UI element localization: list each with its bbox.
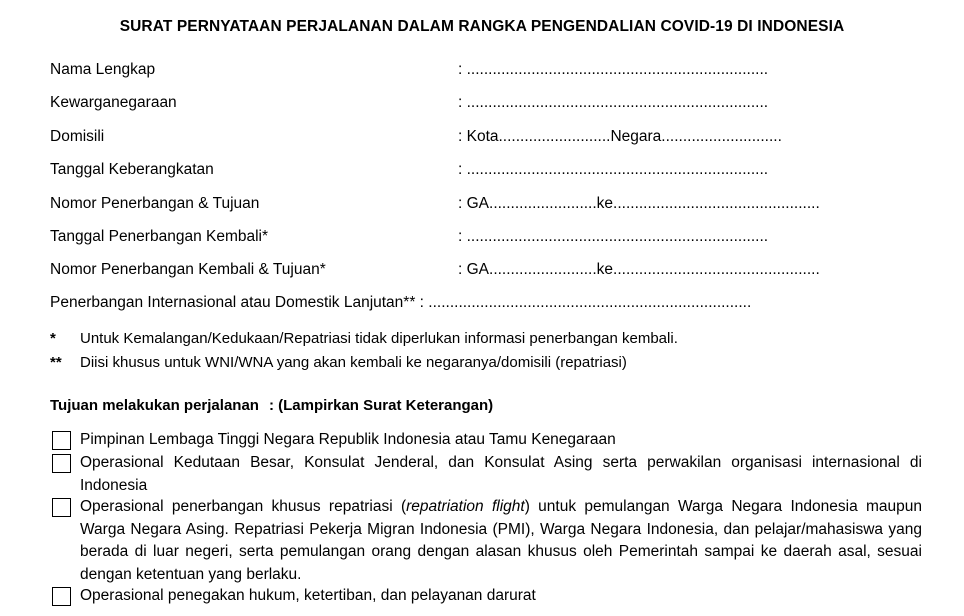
field-label: Tanggal Keberangkatan: [50, 161, 214, 178]
purpose-checkbox[interactable]: [52, 454, 71, 473]
footnote-single: [50, 330, 678, 347]
purpose-item: [52, 496, 922, 586]
field-kewarganegaraan: [50, 94, 930, 116]
field-value: : Kota..........................Negara............................: [458, 128, 782, 145]
field-label: Nama Lengkap: [50, 61, 156, 78]
field-value: : GA.........................ke................................................: [458, 261, 820, 278]
section-heading-text: Tujuan melakukan perjalanan: [50, 397, 259, 414]
section-heading: [50, 397, 493, 414]
field-domisili: [50, 128, 930, 150]
purpose-text: [80, 496, 922, 586]
purpose-text: Pimpinan Lembaga Tinggi Negara Republik Indonesia atau Tamu Kenegaraan: [80, 431, 616, 448]
field-label: Penerbangan Internasional atau Domestik Lanjutan**: [50, 294, 416, 311]
field-label: Nomor Penerbangan & Tujuan: [50, 195, 260, 212]
footnote-mark: **: [50, 354, 62, 371]
purpose-checkbox[interactable]: [52, 431, 71, 450]
field-label: Kewarganegaraan: [50, 94, 177, 111]
field-label: Nomor Penerbangan Kembali & Tujuan*: [50, 261, 326, 278]
footnote-text: Untuk Kemalangan/Kedukaan/Repatriasi tidak diperlukan informasi penerbangan kembali.: [80, 330, 678, 347]
purpose-checkbox[interactable]: [52, 587, 71, 606]
purpose-checkbox[interactable]: [52, 498, 71, 517]
field-value: : ...........................................................................: [415, 294, 752, 311]
field-nomor-penerbangan: [50, 195, 930, 217]
field-penerbangan-lanjutan: [50, 294, 751, 312]
field-nomor-penerbangan-kembali: [50, 261, 930, 283]
purpose-text-after: ) untuk pemulangan Warga Negara Indonesia maupun Warga Negara Asing. Repatriasi Pekerja Migran Indonesia (PMI), Warga Negara Indonesia, dan pelajar/mahasiswa yang berada di luar negeri, serta pemulangan orang dengan alasan khusus oleh Pemerintah sampai ke daerah asal, sesuai dengan ketentuan yang berlaku.: [80, 498, 922, 583]
field-label: Tanggal Penerbangan Kembali*: [50, 228, 269, 245]
document-title: SURAT PERNYATAAN PERJALANAN DALAM RANGKA PENGENDALIAN COVID-19 DI INDONESIA: [119, 18, 845, 35]
purpose-text: Operasional Kedutaan Besar, Konsulat Jenderal, dan Konsulat Asing serta perwakilan organisasi internasional di Indonesia: [80, 454, 922, 494]
field-label: Domisili: [50, 128, 105, 145]
purpose-item: [52, 429, 922, 452]
field-value: : ......................................................................: [458, 228, 769, 245]
purpose-text: Operasional penegakan hukum, ketertiban, dan pelayanan darurat: [80, 587, 536, 604]
purpose-item: [52, 585, 922, 608]
field-value: : ......................................................................: [458, 61, 769, 78]
purpose-text-before: Operasional penerbangan khusus repatriasi (: [80, 498, 407, 515]
field-nama-lengkap: [50, 61, 930, 83]
field-value: : ......................................................................: [458, 94, 769, 111]
purpose-text-italic: repatriation flight: [406, 498, 525, 515]
field-value: : GA.........................ke................................................: [458, 195, 820, 212]
field-value: : ......................................................................: [458, 161, 769, 178]
footnote-mark: *: [50, 330, 56, 347]
field-tanggal-kembali: [50, 228, 930, 250]
footnote-text: Diisi khusus untuk WNI/WNA yang akan kembali ke negaranya/domisili (repatriasi): [80, 354, 627, 371]
purpose-item: [52, 452, 922, 497]
field-tanggal-keberangkatan: [50, 161, 930, 183]
section-heading-note: : (Lampirkan Surat Keterangan): [268, 397, 494, 414]
footnote-double: [50, 354, 627, 371]
